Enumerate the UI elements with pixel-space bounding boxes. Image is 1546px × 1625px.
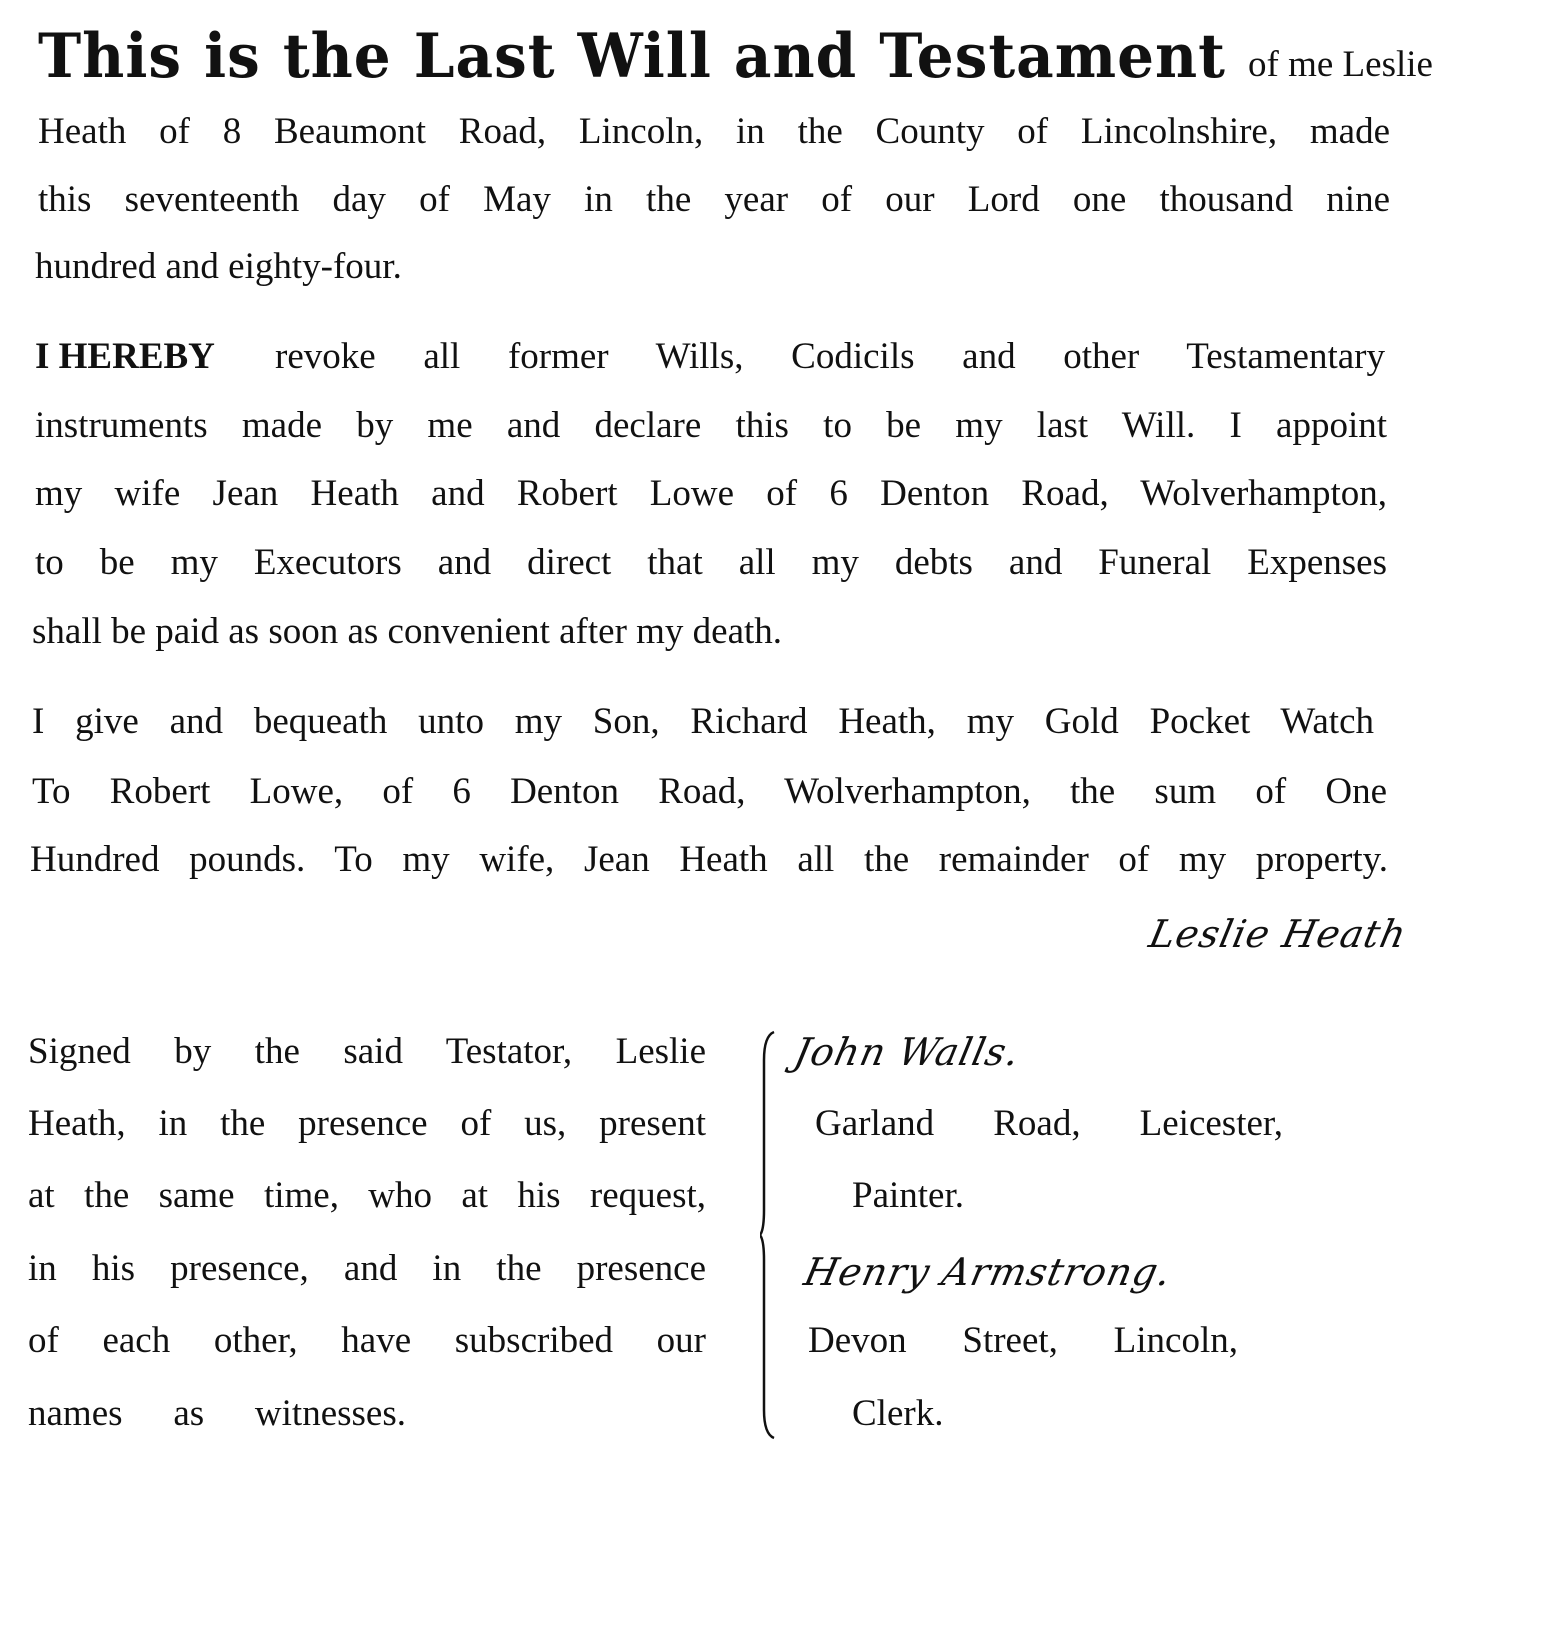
witness-signature: John Walls. xyxy=(790,1030,1025,1074)
bequest-line: To Robert Lowe, of 6 Denton Road, Wolverhampton, the sum of One xyxy=(32,771,1387,812)
attestation-line: Signed by the said Testator, Leslie xyxy=(28,1031,706,1072)
title-word: Will xyxy=(577,20,712,92)
will-title xyxy=(38,20,1433,95)
attestation-line: of each other, have subscribed our xyxy=(28,1320,706,1361)
revocation-line: to be my Executors and direct that all my debts and Funeral Expenses xyxy=(35,542,1387,583)
attestation-line: names as witnesses. xyxy=(28,1393,406,1434)
intro-line: hundred and eighty-four. xyxy=(35,246,402,287)
intro-line: this seventeenth day of May in the year of our Lord one thousand nine xyxy=(38,179,1390,220)
witness-brace xyxy=(760,1030,780,1440)
title-word: and xyxy=(733,20,858,92)
bequest-line: Hundred pounds. To my wife, Jean Heath all the remainder of my property. xyxy=(30,839,1388,880)
revocation-line: instruments made by me and declare this to be my last Will. I appoint xyxy=(35,405,1387,446)
witness-occupation: Painter. xyxy=(852,1175,965,1216)
revocation-line: shall be paid as soon as convenient after my death. xyxy=(32,611,783,652)
attestation-line: Heath, in the presence of us, present xyxy=(28,1103,706,1144)
revocation-line: my wife Jean Heath and Robert Lowe of 6 Denton Road, Wolverhampton, xyxy=(35,473,1387,514)
revocation-first-line xyxy=(35,335,1385,379)
title-word: is xyxy=(204,20,261,92)
witness-signature: Henry Armstrong. xyxy=(800,1250,1176,1294)
title-word: Testament xyxy=(879,20,1226,92)
witness-address: Garland Road, Leicester, xyxy=(815,1103,1283,1144)
witness-address: Devon Street, Lincoln, xyxy=(808,1320,1238,1361)
attestation-line: in his presence, and in the presence xyxy=(28,1248,706,1289)
title-tail: of me Leslie xyxy=(1248,44,1433,85)
witness-occupation: Clerk. xyxy=(852,1393,944,1434)
revocation-first-rest: revoke all former Wills, Codicils and other Testamentary xyxy=(275,336,1385,377)
title-word: This xyxy=(38,20,183,92)
title-word: the xyxy=(282,20,392,92)
intro-line: Heath of 8 Beaumont Road, Lincoln, in the County of Lincolnshire, made xyxy=(38,111,1390,152)
testator-signature: Leslie Heath xyxy=(1145,912,1411,956)
hereby-lead: I HEREBY xyxy=(35,336,215,377)
attestation-line: at the same time, who at his request, xyxy=(28,1175,706,1216)
title-word: Last xyxy=(413,20,556,92)
bequest-line: I give and bequeath unto my Son, Richard Heath, my Gold Pocket Watch xyxy=(32,701,1374,742)
